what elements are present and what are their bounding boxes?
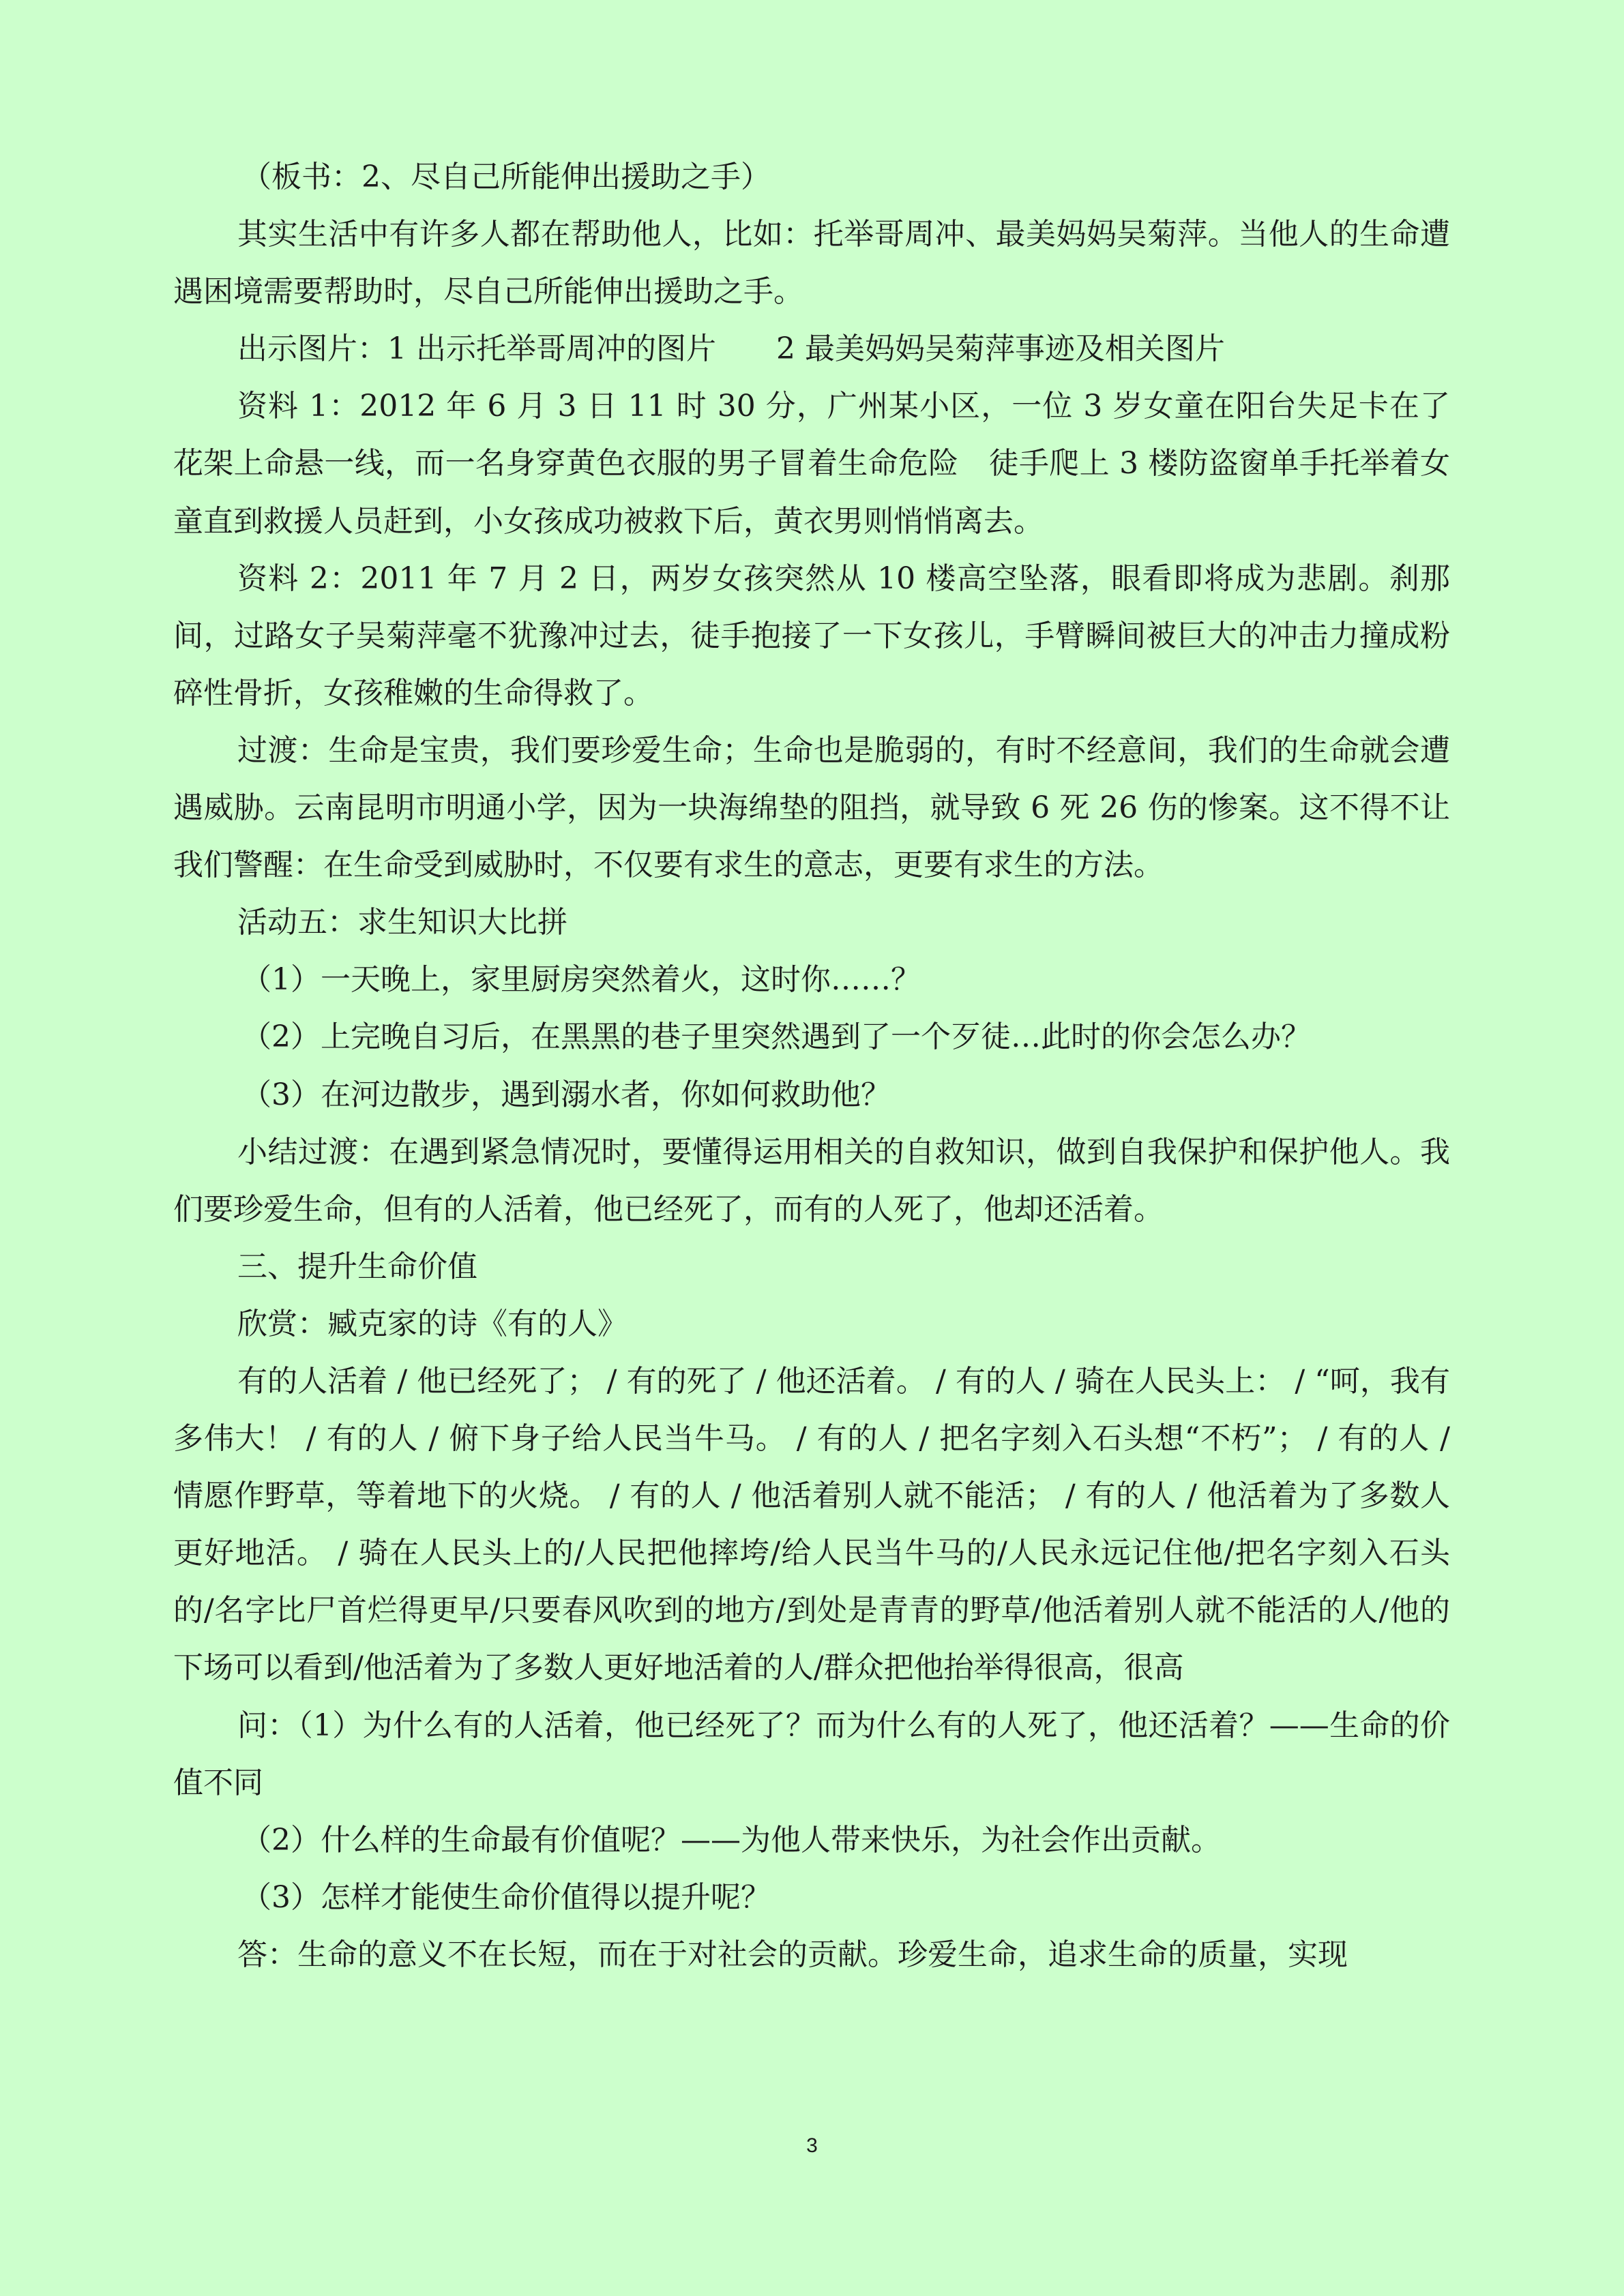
paragraph-ask-3: （3）怎样才能使生命价值得以提升呢？ xyxy=(241,1879,771,1915)
paragraph-material-2: 资料 2：2011 年 7 月 2 日，两岁女孩突然从 10 楼高空坠落，眼看即将成为悲剧。刹那间，过路女子吴菊萍毫不犹豫冲过去，徒手抱接了一下女孩儿，手臂瞬间被巨大的冲击力撞成粉碎性骨折，女孩稚嫩的生命得救了。 xyxy=(173,561,1450,711)
paragraph-transition: 过渡：生命是宝贵，我们要珍爱生命；生命也是脆弱的，有时不经意间，我们的生命就会遭遇威胁。云南昆明市明通小学，因为一块海绵垫的阻挡，就导致 6 死 26 伤的惨案。这不得不让我们警醒：在生命受到威胁时，不仅要有求生的意志，更要有求生的方法。 xyxy=(173,732,1450,883)
paragraph-board-note: （板书：2、尽自己所能伸出援助之手） xyxy=(241,160,771,194)
paragraph-summary-transition: 小结过渡：在遇到紧急情况时，要懂得运用相关的自救知识，做到自我保护和保护他人。我们要珍爱生命，但有的人活着，他已经死了，而有的人死了，他却还活着。 xyxy=(173,1134,1450,1227)
document-body xyxy=(173,149,1450,1984)
paragraph-answer: 答：生命的意义不在长短，而在于对社会的贡献。珍爱生命，追求生命的质量，实现 xyxy=(237,1937,1348,1972)
paragraph-ask-2: （2）什么样的生命最有价值呢？——为他人带来快乐，为社会作出贡献。 xyxy=(241,1822,1221,1858)
paragraph-activity-five: 活动五：求生知识大比拼 xyxy=(237,905,567,940)
section-heading-life-value: 三、提升生命价值 xyxy=(237,1249,477,1284)
paragraph-poem: 有的人活着 / 他已经死了； / 有的死了 / 他还活着。 / 有的人 / 骑在人民头上： / “呵，我有多伟大！ / 有的人 / 俯下身子给人民当牛马。 / 有的人 / 把名字刻入石头想“不朽”； / 有的人 / 情愿作野草，等着地下的火烧。 / 有的人 / 他活着别人就不能活； / 有的人 / 他活着为了多数人更好地活。 / 骑在人民头上的/人民把他摔垮/给人民当牛马的/人民永远记住他/把名字刻入石头的/名字比尸首烂得更早/只要春风吹到的地方/到处是青青的野草/他活着别人就不能活的人/他的下场可以看到/他活着为了多数人更好地活着的人/群众把他抬举得很高，很高 xyxy=(173,1363,1450,1686)
paragraph-show-pictures: 出示图片：1 出示托举哥周冲的图片 2 最美妈妈吴菊萍事迹及相关图片 xyxy=(237,331,1225,367)
paragraph-question-3: （3）在河边散步，遇到溺水者，你如何救助他？ xyxy=(241,1077,891,1112)
paragraph-question-2: （2）上完晚自习后，在黑黑的巷子里突然遇到了一个歹徒…此时的你会怎么办？ xyxy=(241,1019,1311,1055)
paragraph-question-1: （1）一天晚上，家里厨房突然着火，这时你……？ xyxy=(241,962,921,998)
paragraph-poem-intro: 欣赏：臧克家的诗《有的人》 xyxy=(237,1306,628,1341)
paragraph-helping-others: 其实生活中有许多人都在帮助他人，比如：托举哥周冲、最美妈妈吴菊萍。当他人的生命遭遇困境需要帮助时，尽自己所能伸出援助之手。 xyxy=(173,217,1450,310)
page-number: 3 xyxy=(806,2134,818,2157)
paragraph-material-1: 资料 1：2012 年 6 月 3 日 11 时 30 分，广州某小区，一位 3 岁女童在阳台失足卡在了花架上命悬一线，而一名身穿黄色衣服的男子冒着生命危险 徒手爬上 3 楼防盗窗单手托举着女童直到救援人员赶到，小女孩成功被救下后，黄衣男则悄悄离去。 xyxy=(173,389,1450,539)
paragraph-ask-1: 问：（1）为什么有的人活着，他已经死了？而为什么有的人死了，他还活着？——生命的价值不同 xyxy=(173,1708,1450,1800)
